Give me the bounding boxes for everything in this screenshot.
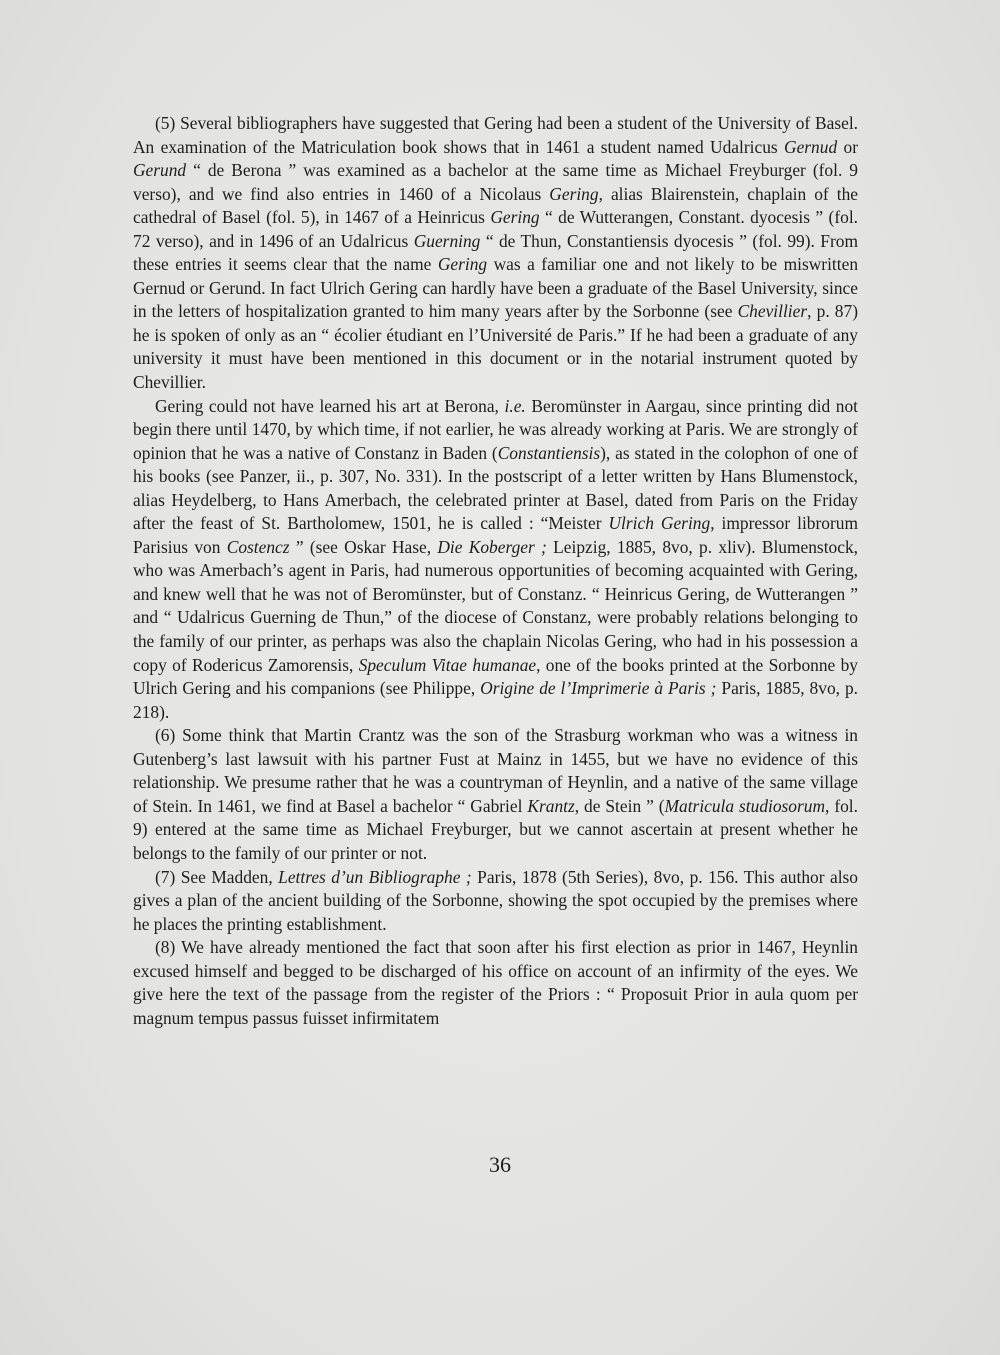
text-run: Beromünster in Aargau, since printing did not begin there until 1470, by which time, if not earlier, he was already working at Paris. We are strongly of opinion that he was a native of Constanz in Baden ( [133, 395, 859, 463]
italic-text: Ulrich Gering [608, 513, 711, 534]
italic-text: Guerning [413, 230, 481, 251]
text-run: “ de Thun, Constantiensis dyocesis ” (fol. 99). From these entries it seems clear that the name [133, 230, 858, 275]
text-run: , fol. 9) entered at the same time as Michael Freyburger, but we cannot ascertain at present whether he belongs to the family of our printer or not. [133, 795, 858, 863]
paragraph-note-8 [133, 936, 858, 1030]
italic-text: Krantz [527, 795, 575, 816]
text-run: or [837, 136, 858, 157]
page-number: 36 [489, 1152, 511, 1177]
italic-text: Gering [549, 183, 599, 204]
text-run: ” (see Oskar Hase, [289, 536, 438, 557]
text-run: Leipzig, 1885, 8vo, p. xliv). Blumenstock, who was Amerbach’s agent in Paris, had numerous opportunities of becoming acquainted with Gering, and knew well that he was not of Beromünster, but of Constanz. “ Heinricus Gering, de Wutterangen ” and “ Udalricus Guerning de Thun,” of the diocese of Constanz, were probably relations belonging to the family of our printer, as perhaps was also the chaplain Nicolas Gering, who had in his possession a copy of Rodericus Zamorensis, [133, 536, 858, 675]
text-run: (5) Several bibliographers have suggested that Gering had been a student of the University of Basel. An examination of the Matriculation book shows that in 1461 a student named Udalricus [133, 113, 858, 157]
text-run: Paris, 1878 (5th Series), 8vo, p. 156. This author also gives a plan of the ancient building of the Sorbonne, showing the spot occupied by the premises where he places the printing establishment. [133, 866, 858, 934]
italic-text: Costencz [226, 536, 290, 557]
text-run: was a familiar one and not likely to be miswritten Gernud or Gerund. In fact Ulrich Gering can hardly have been a graduate of the Basel University, since in the letters of hospitalization granted to him many years after by the Sorbonne (see [133, 254, 859, 322]
text-run: (8) We have already mentioned the fact that soon after his first election as prior in 1467, Heynlin excused himself and begged to be discharged of his office on account of an infirmity of the eyes. We give here the text of the passage from the register of the Priors : “ Proposuit Prior in aula quom per magnum tempus passus fuisset infirmitatem [133, 937, 858, 1028]
italic-text: Chevillier [737, 301, 808, 322]
text-run: Gering could not have learned his art at Berona, [155, 395, 505, 416]
italic-text: i.e. [504, 395, 526, 416]
italic-text: Gerund [133, 160, 187, 181]
paragraph-note-5 [133, 112, 858, 395]
text-run: , one of the books printed at the Sorbonne by Ulrich Gering and his companions (see Philippe, [133, 654, 858, 699]
text-run: “ de Berona ” was examined as a bachelor at the same time as Michael Freyburger (fol. 9 verso), and we find also entries in 1460 of a Nicolaus [133, 160, 858, 204]
italic-text: Gering [437, 254, 488, 275]
text-run: , p. 87) he is spoken of only as an “ écolier étudiant en l’Université de Paris.” If he had been a graduate of any university it must have been mentioned in this document or in the notarial instrument quoted by Chevillier. [133, 301, 858, 393]
text-run: Paris, 1885, 8vo, p. 218). [133, 678, 858, 722]
paragraph-note-5-continued [133, 395, 858, 725]
paragraph-note-7 [133, 866, 858, 937]
italic-text: Gering [490, 207, 540, 228]
notes-text [133, 112, 858, 1030]
text-run: , impressor librorum Parisius von [133, 513, 858, 557]
italic-text: Lettres d’un Bibliographe ; [278, 866, 472, 887]
text-run: (7) See Madden, [155, 866, 279, 887]
text-run: ), as stated in the colophon of one of his books (see Panzer, ii., p. 307, No. 331). In the postscript of a letter written by Hans Blumenstock, alias Heydelberg, to Hans Amerbach, the celebrated printer at Basel, dated from Paris on the Friday after the feast of St. Bartholomew, 1501, he is called : “Meister [133, 442, 858, 534]
text-run: (6) Some think that Martin Crantz was the son of the Strasburg workman who was a witness in Gutenberg’s last lawsuit with his partner Fust at Mainz in 1455, but we have no evidence of this relationship. We presume rather that he was a countryman of Heynlin, and a native of the same village of Stein. In 1461, we find at Basel a bachelor “ Gabriel [133, 725, 858, 816]
text-run: “ de Wutterangen, Constant. dyocesis ” (fol. 72 verso), and in 1496 of an Udalricus [133, 207, 859, 251]
italic-text: Matricula studiosorum [664, 795, 826, 816]
italic-text: Gernud [784, 136, 838, 157]
text-run: , de Stein ” ( [574, 795, 665, 816]
italic-text: Speculum Vitae humanae [358, 654, 537, 675]
italic-text: Origine de l’Imprimerie à Paris ; [480, 678, 717, 699]
italic-text: Die Koberger ; [437, 536, 547, 557]
paragraph-note-6 [133, 724, 858, 865]
text-run: , alias Blairenstein, chaplain of the cathedral of Basel (fol. 5), in 1467 of a Heinricus [133, 183, 858, 228]
italic-text: Constantiensis [497, 442, 601, 463]
